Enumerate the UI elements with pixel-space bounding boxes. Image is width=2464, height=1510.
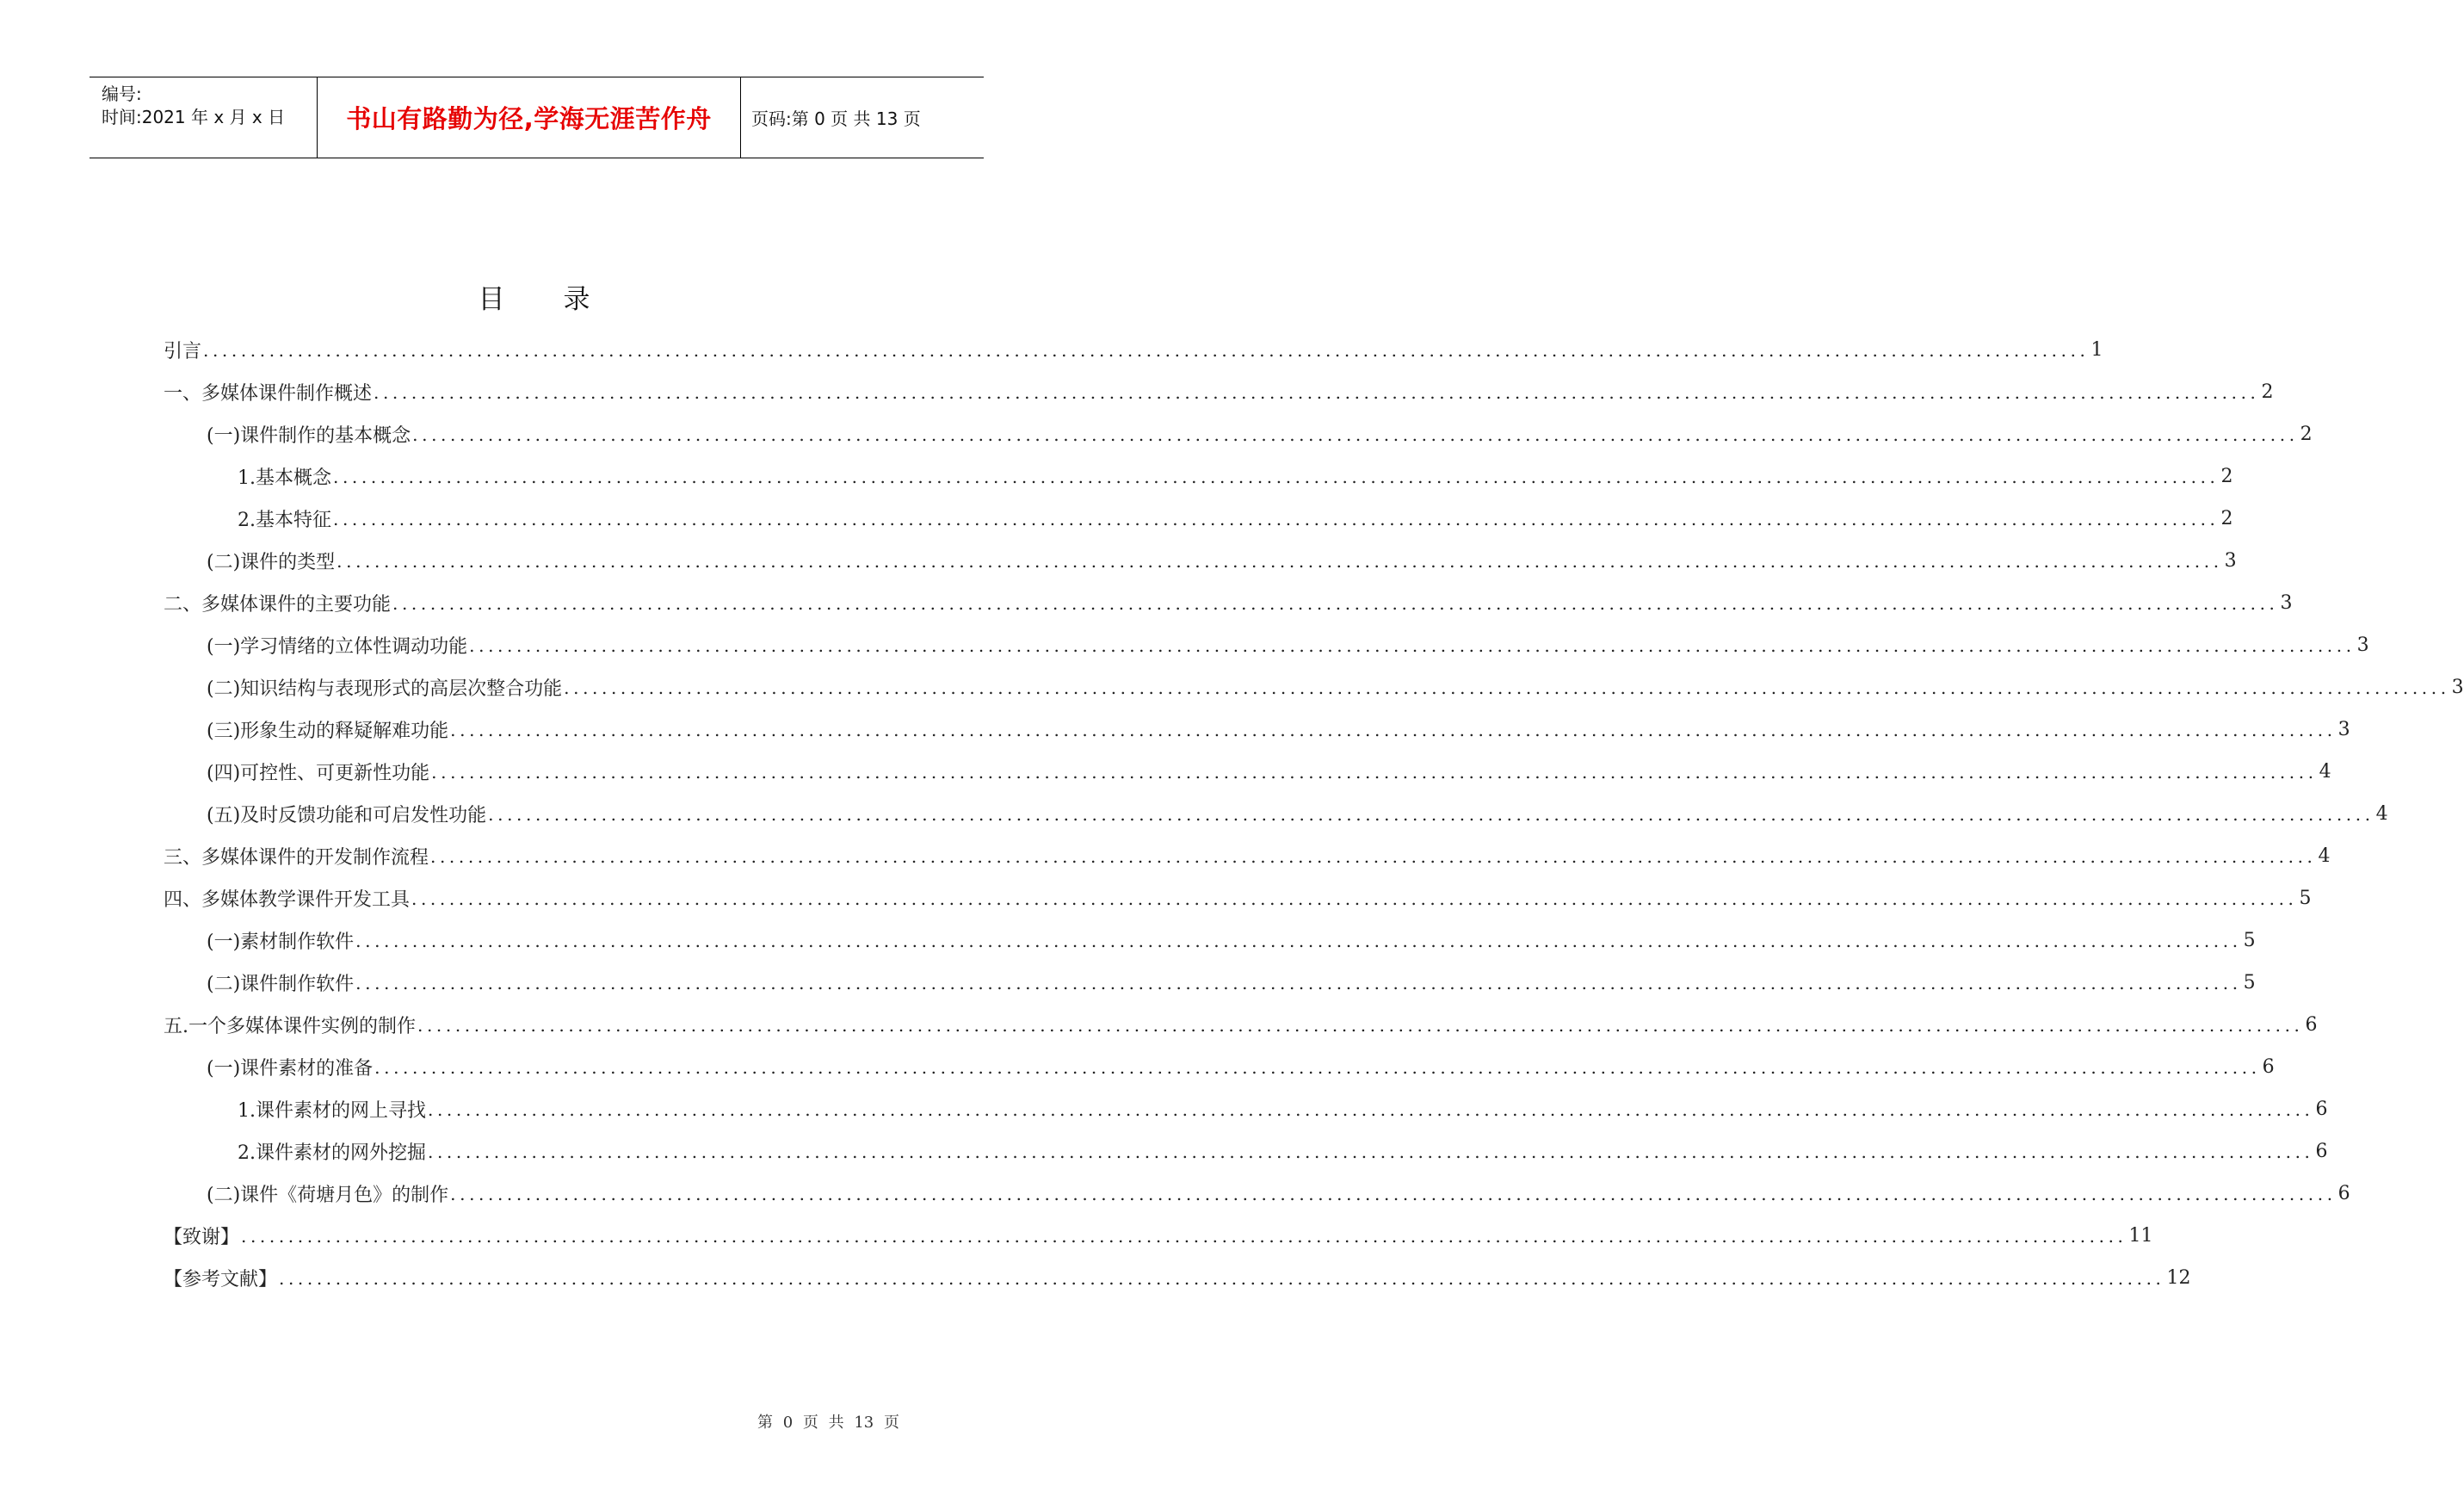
- toc-page-number: 4: [2375, 803, 2388, 825]
- toc-page-number: 3: [2451, 677, 2464, 698]
- toc-entry[interactable]: [164, 498, 2233, 540]
- toc-page-number: 2: [2220, 508, 2233, 529]
- toc-entry[interactable]: [164, 1173, 2350, 1215]
- toc-page-number: 12: [2166, 1267, 2191, 1289]
- header-page-info: 页码:第 0 页 共 13 页: [751, 108, 921, 129]
- toc-page-number: 4: [2319, 761, 2331, 783]
- toc-entry-text: (二)知识结构与表现形式的高层次整合功能: [207, 678, 563, 700]
- toc-entry-text: (四)可控性、可更新性功能: [207, 763, 430, 784]
- toc-dot-leader: ........................................................................................................................................................................................................: [333, 466, 2220, 487]
- toc-entry[interactable]: [164, 1046, 2275, 1088]
- document-number-label: 编号:: [102, 84, 142, 104]
- toc-dot-leader: ........................................................................................................................................................................................................: [411, 888, 2298, 909]
- toc-entry-text: (二)课件制作软件: [207, 974, 355, 995]
- toc-entry[interactable]: [164, 835, 2331, 877]
- toc-entry-text: 五.一个多媒体课件实例的制作: [164, 1016, 416, 1037]
- toc-entry[interactable]: [164, 1088, 2328, 1130]
- toc-page-number: 6: [2337, 1183, 2350, 1204]
- toc-dot-leader: ........................................................................................................................................................................................................: [450, 719, 2337, 740]
- toc-dot-leader: ........................................................................................................................................................................................................: [564, 677, 2450, 698]
- toc-page-number: 3: [2224, 550, 2237, 572]
- toc-dot-leader: ........................................................................................................................................................................................................: [488, 803, 2374, 825]
- toc-page-number: 3: [2337, 719, 2350, 740]
- toc-entry-text: (三)形象生动的释疑解难功能: [207, 721, 449, 742]
- toc-dot-leader: ........................................................................................................................................................................................................: [355, 972, 2242, 993]
- toc-dot-leader: ........................................................................................................................................................................................................: [374, 381, 2260, 403]
- toc-page-number: 6: [2262, 1056, 2275, 1078]
- toc-page-number: 5: [2243, 972, 2256, 993]
- toc-entry[interactable]: [164, 540, 2237, 582]
- toc-page-number: 6: [2315, 1098, 2328, 1120]
- header-motto-cell: [318, 77, 741, 158]
- toc-entry[interactable]: [164, 455, 2233, 498]
- toc-entry-text: 2.基本特征: [238, 510, 331, 531]
- toc-entry-text: 1.课件素材的网上寻找: [238, 1100, 426, 1122]
- toc-entry-text: 二、多媒体课件的主要功能: [164, 594, 392, 616]
- page-footer: 第 0 页 共 13 页: [757, 1414, 899, 1432]
- toc-entry-text: 【致谢】: [164, 1227, 240, 1248]
- toc-dot-leader: ........................................................................................................................................................................................................: [412, 424, 2299, 445]
- toc-dot-leader: ........................................................................................................................................................................................................: [428, 1141, 2314, 1162]
- toc-entry-text: (二)课件《荷塘月色》的制作: [207, 1185, 449, 1206]
- toc-page-number: 3: [2356, 634, 2369, 656]
- toc-page-number: 1: [2090, 339, 2103, 361]
- toc-entry[interactable]: [164, 329, 2103, 371]
- toc-entry-text: 2.课件素材的网外挖掘: [238, 1142, 426, 1164]
- toc-dot-leader: ........................................................................................................................................................................................................: [337, 550, 2223, 572]
- table-of-contents: [164, 329, 2464, 1299]
- toc-page-number: 2: [2300, 424, 2313, 445]
- toc-dot-leader: ........................................................................................................................................................................................................: [428, 1098, 2314, 1120]
- document-time-label: 时间:2021 年 x 月 x 日: [102, 107, 286, 127]
- toc-page-number: 5: [2299, 888, 2312, 909]
- toc-entry[interactable]: [164, 666, 2464, 709]
- toc-dot-leader: ........................................................................................................................................................................................................: [392, 592, 2279, 614]
- toc-dot-leader: ........................................................................................................................................................................................................: [355, 930, 2242, 951]
- toc-page-number: 11: [2128, 1225, 2153, 1247]
- toc-entry[interactable]: [164, 919, 2256, 962]
- toc-page-number: 3: [2280, 592, 2293, 614]
- toc-dot-leader: ........................................................................................................................................................................................................: [469, 634, 2356, 656]
- header-meta-cell: [90, 77, 318, 158]
- toc-entry[interactable]: [164, 413, 2313, 455]
- toc-title: 目录: [478, 284, 649, 315]
- page-header: [90, 77, 984, 158]
- toc-entry[interactable]: [164, 877, 2312, 919]
- toc-entry-text: 四、多媒体教学课件开发工具: [164, 889, 411, 911]
- header-page-info-cell: [741, 77, 984, 158]
- toc-dot-leader: ........................................................................................................................................................................................................: [417, 1014, 2304, 1036]
- toc-entry[interactable]: [164, 1004, 2318, 1046]
- toc-entry[interactable]: [164, 1257, 2191, 1299]
- toc-entry-text: 一、多媒体课件制作概述: [164, 383, 373, 405]
- toc-page-number: 2: [2220, 466, 2233, 487]
- toc-entry-text: (一)素材制作软件: [207, 931, 355, 953]
- toc-entry[interactable]: [164, 624, 2369, 666]
- toc-dot-leader: ........................................................................................................................................................................................................: [333, 508, 2220, 529]
- toc-entry[interactable]: [164, 1215, 2153, 1257]
- toc-entry[interactable]: [164, 582, 2293, 624]
- toc-entry-text: (一)课件素材的准备: [207, 1058, 374, 1080]
- toc-page-number: 5: [2243, 930, 2256, 951]
- toc-page-number: 2: [2261, 381, 2274, 403]
- toc-entry[interactable]: [164, 962, 2256, 1004]
- toc-dot-leader: ........................................................................................................................................................................................................: [450, 1183, 2337, 1204]
- toc-entry[interactable]: [164, 1130, 2328, 1173]
- toc-entry-text: 三、多媒体课件的开发制作流程: [164, 847, 429, 869]
- toc-page-number: 6: [2315, 1141, 2328, 1162]
- toc-dot-leader: ........................................................................................................................................................................................................: [279, 1267, 2165, 1289]
- toc-dot-leader: ........................................................................................................................................................................................................: [430, 845, 2317, 867]
- header-motto: 书山有路勤为径,学海无涯苦作舟: [346, 104, 712, 133]
- toc-entry-text: 【参考文献】: [164, 1269, 278, 1290]
- toc-entry-text: (五)及时反馈功能和可启发性功能: [207, 805, 487, 826]
- toc-entry-text: 1.基本概念: [238, 467, 331, 489]
- toc-page-number: 4: [2318, 845, 2331, 867]
- toc-entry[interactable]: [164, 371, 2274, 413]
- toc-entry-text: (二)课件的类型: [207, 552, 336, 573]
- toc-dot-leader: ........................................................................................................................................................................................................: [431, 761, 2318, 783]
- toc-dot-leader: ........................................................................................................................................................................................................: [374, 1056, 2261, 1078]
- toc-entry[interactable]: [164, 793, 2388, 835]
- toc-entry-text: (一)学习情绪的立体性调动功能: [207, 636, 468, 658]
- toc-page-number: 6: [2305, 1014, 2318, 1036]
- toc-dot-leader: ........................................................................................................................................................................................................: [241, 1225, 2127, 1247]
- toc-entry-text: 引言: [164, 341, 202, 362]
- toc-entry-text: (一)课件制作的基本概念: [207, 425, 411, 447]
- toc-entry[interactable]: [164, 751, 2331, 793]
- toc-dot-leader: ........................................................................................................................................................................................................: [203, 339, 2090, 361]
- toc-entry[interactable]: [164, 709, 2350, 751]
